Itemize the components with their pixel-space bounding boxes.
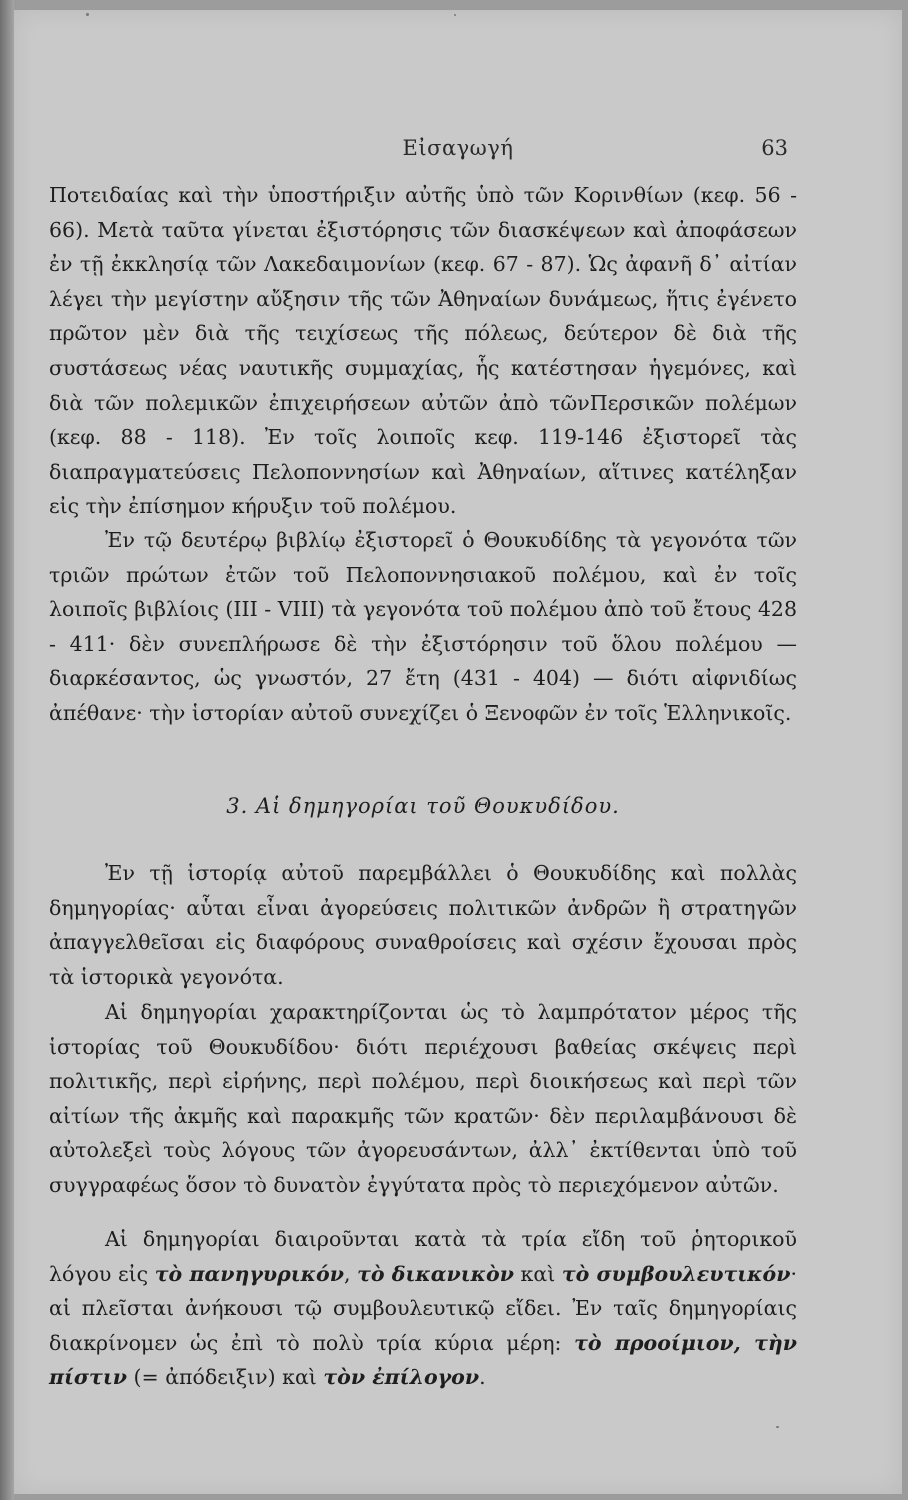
paragraph-3: Ἐν τῇ ἱστορίᾳ αὐτοῦ παρεμβάλλει ὁ Θουκυδίδης καὶ πολλὰς δημηγορίας· αὗται εἶναι ἀγορεύσεις πολιτικῶν ἀνδρῶν ἢ στρατηγῶν ἀπαγγελθεῖσαι εἰς διαφόρους συναθροίσεις καὶ σχέσιν ἔχουσαι πρὸς τὰ ἱστορικὰ γεγονότα.: [49, 861, 797, 989]
paragraph-5: [49, 1222, 797, 1395]
print-speck: [776, 1426, 779, 1428]
term-prooemium-pistis: τὸ προοίμιον, τὴν πίστιν: [49, 1330, 798, 1390]
term-judicial: τὸ δικανικὸν: [357, 1261, 514, 1286]
paragraph-5-text: Αἱ δημηγορίαι διαιροῦνται κατὰ τὰ τρία εἴδη τοῦ ῥητορικοῦ λόγου εἰς: [49, 1227, 797, 1286]
paragraph-5-text: καὶ: [513, 1261, 562, 1286]
term-panegyric: τὸ πανηγυρικόν: [154, 1261, 344, 1286]
section-heading: 3. Αἱ δημηγορίαι τοῦ Θουκυδίδου.: [226, 794, 620, 818]
paragraph-5-text: (= ἀπόδειξιν) καὶ: [126, 1365, 324, 1390]
term-deliberative: τὸ συμβουλευτικόν: [561, 1261, 791, 1286]
paragraph-4: Αἱ δημηγορίαι χαρακτηρίζονται ὡς τὸ λαμπρότατον μέρος τῆς ἱστορίας τοῦ Θουκυδίδου· διότι περιέχουσι βαθείας σκέψεις περὶ πολιτικῆς, περὶ εἰρήνης, περὶ πολέμου, περὶ διοικήσεως καὶ περὶ τῶν αἰτίων τῆς ἀκμῆς καὶ παρακμῆς τῶν κρατῶν· δὲν περιλαμβάνουσι δὲ αὐτολεξεὶ τοὺς λόγους τῶν ἀγορευσάντων, ἀλλ᾽ ἐκτίθενται ὑπὸ τοῦ συγγραφέως ὅσον τὸ δυνατὸν ἐγγύτατα πρὸς τὸ περιεχόμενον αὐτῶν.: [49, 1000, 797, 1197]
print-speck: [454, 14, 456, 16]
running-head: Εἰσαγωγή: [402, 136, 514, 160]
term-epilogue: τὸν ἐπίλογον: [323, 1365, 480, 1390]
page-gutter: [0, 0, 14, 1500]
paragraph-5-text: · αἱ πλεῖσται ἀνήκουσι τῷ συμβουλευτικῷ εἴδει. Ἐν ταῖς δημηγορίαις διακρίνομεν ὡς ἐπὶ τὸ πολὺ τρία κύρια μέρη:: [49, 1261, 797, 1355]
page-number: 63: [761, 136, 788, 160]
book-page: [14, 10, 902, 1494]
paragraph-5-text: .: [479, 1365, 486, 1390]
page-header: [14, 136, 902, 166]
paragraph-5-text: ,: [343, 1261, 358, 1286]
print-speck: [86, 13, 89, 16]
paragraph-1: Ποτειδαίας καὶ τὴν ὑποστήριξιν αὐτῆς ὑπὸ τῶν Κορινθίων (κεφ. 56 - 66). Μετὰ ταῦτα γίνεται ἐξιστόρησις τῶν διασκέψεων καὶ ἀποφάσεων ἐν τῇ ἐκκλησίᾳ τῶν Λακεδαιμονίων (κεφ. 67 - 87). Ὡς ἀφανῆ δ᾽ αἰτίαν λέγει τὴν μεγίστην αὔξησιν τῆς τῶν Ἀθηναίων δυνάμεως, ἥτις ἐγένετο πρῶτον μὲν διὰ τῆς τειχίσεως τῆς πόλεως, δεύτερον δὲ διὰ τῆς συστάσεως νέας ναυτικῆς συμμαχίας, ἧς κατέστησαν ἡγεμόνες, καὶ διὰ τῶν πολεμικῶν ἐπιχειρήσεων αὐτῶν ἀπὸ τῶνΠερσικῶν πολέμων (κεφ. 88 - 118). Ἐν τοῖς λοιποῖς κεφ. 119-146 ἐξιστορεῖ τὰς διαπραγματεύσεις Πελοποννησίων καὶ Ἀθηναίων, αἵτινες κατέληξαν εἰς τὴν ἐπίσημον κήρυξιν τοῦ πολέμου.: [49, 183, 797, 519]
paragraph-2: Ἐν τῷ δευτέρῳ βιβλίῳ ἐξιστορεῖ ὁ Θουκυδίδης τὰ γεγονότα τῶν τριῶν πρώτων ἐτῶν τοῦ Πελοποννησιακοῦ πολέμου, καὶ ἐν τοῖς λοιποῖς βιβλίοις (III - VIII) τὰ γεγονότα τοῦ πολέμου ἀπὸ τοῦ ἔτους 428 - 411· δὲν συνεπλήρωσε δὲ τὴν ἐξιστόρησιν τοῦ ὅλου πολέμου — διαρκέσαντος, ὡς γνωστόν, 27 ἔτη (431 - 404) — διότι αἰφνιδίως ἀπέθανε· τὴν ἱστορίαν αὐτοῦ συνεχίζει ὁ Ξενοφῶν ἐν τοῖς Ἑλληνικοῖς.: [49, 528, 797, 725]
